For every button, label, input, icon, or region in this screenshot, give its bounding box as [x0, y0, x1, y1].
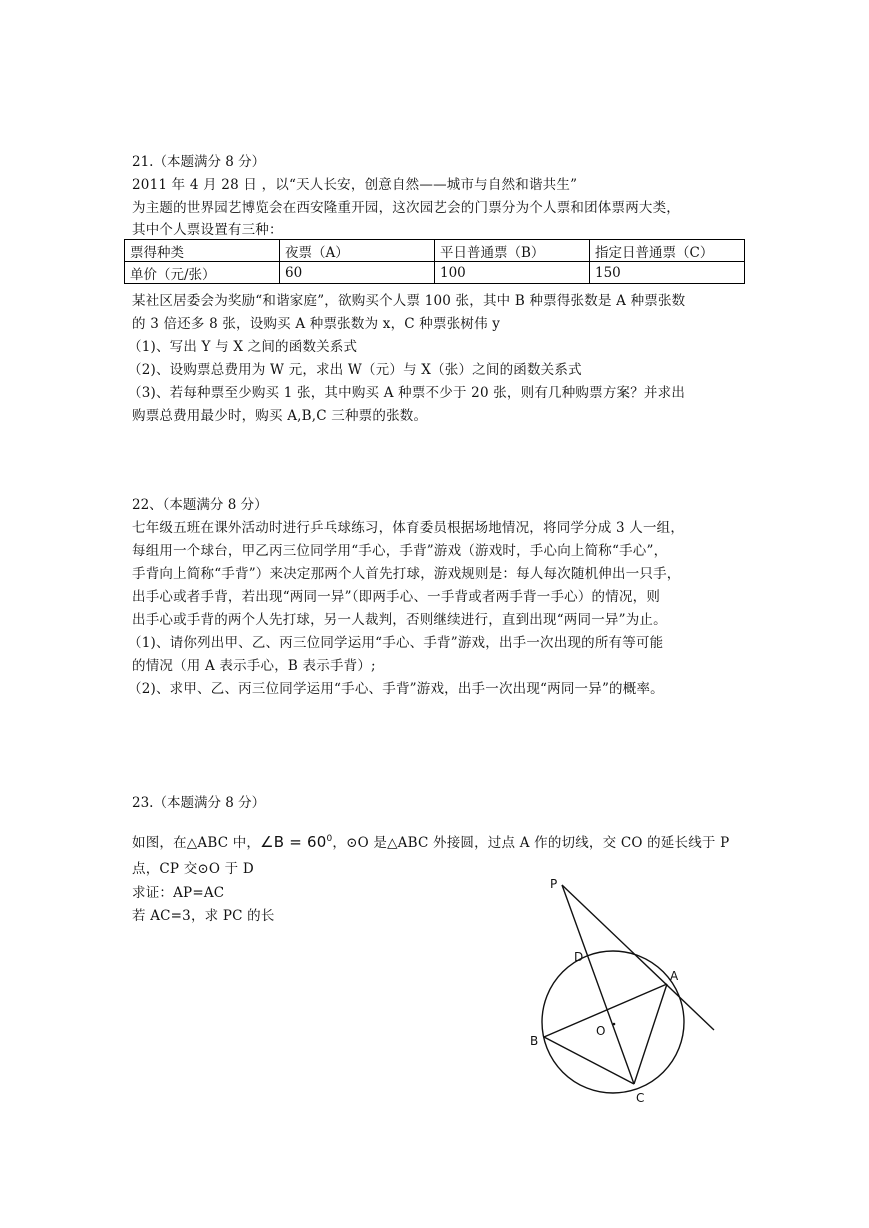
q22-title: 22、（本题满分 8 分） [132, 497, 268, 513]
q21-part-1: （1)、写出 Y 与 X 之间的函数关系式 [128, 339, 358, 355]
label-p: P [550, 877, 558, 891]
circle-tangent-figure [520, 868, 730, 1108]
table-cell: 60 [280, 262, 435, 284]
side-ab [544, 984, 667, 1037]
label-a: A [670, 969, 679, 983]
q22-line-4: 出手心或者手背，若出现“两同一异”（即两手心、一手背或者两手背一手心）的情况，则 [132, 589, 661, 605]
q21-part-3-cont: 购票总费用最少时，购买 A,B,C 三种票的张数。 [132, 408, 428, 424]
q23-line-1-start: 如图，在△ABC 中， [132, 835, 261, 851]
side-ac [634, 984, 667, 1084]
q22-line-2: 每组用一个球台，甲乙丙三位同学用“手心，手背”游戏（游戏时，手心向上简称“手心”， [132, 543, 668, 559]
q21-line-2: 为主题的世界园艺博览会在西安隆重开园，这次园艺会的门票分为个人票和团体票两大类， [132, 200, 680, 216]
circumcircle [542, 951, 684, 1093]
q21-line-3: 其中个人票设置有三种： [132, 222, 283, 238]
table-row [125, 262, 745, 284]
q21-part-3: （3)、若每种票至少购买 1 张，其中购买 A 种票不少于 20 张，则有几种购票方案？并求出 [128, 385, 686, 401]
q23-line-1 [132, 830, 729, 852]
table-cell: 单价（元/张） [125, 262, 280, 284]
center-dot [613, 1023, 616, 1026]
q23-title: 23.（本题满分 8 分） [132, 795, 266, 811]
q21-title: 21.（本题满分 8 分） [132, 154, 266, 170]
q21-line-1: 2011 年 4 月 28 日 ，以“天人长安，创意自然——城市与自然和谐共生” [132, 177, 578, 193]
q22-line-5: 出手心或手背的两个人先打球，另一人裁判，否则继续进行，直到出现“两同一异”为止。 [132, 612, 667, 628]
q23-line-3: 求证：AP=AC [132, 885, 225, 901]
q23-line-4: 若 AC=3，求 PC 的长 [132, 908, 275, 924]
q23-line-1-end: ，⊙O 是△ABC 外接圆，过点 A 作的切线，交 CO 的延长线于 P [332, 835, 730, 851]
line-pc [562, 885, 634, 1084]
q21-part-2: （2)、设购票总费用为 W 元，求出 W（元）与 X（张）之间的函数关系式 [128, 362, 582, 378]
table-cell: 平日普通票（B） [435, 240, 590, 262]
label-c: C [636, 1091, 645, 1105]
q22-part-2: （2)、求甲、乙、丙三位同学运用“手心、手背”游戏，出手一次出现“两同一异”的概率。 [128, 681, 664, 697]
label-d: D [574, 950, 584, 964]
table-cell: 夜票（A） [280, 240, 435, 262]
table-cell: 100 [435, 262, 590, 284]
angle-b-expression: ∠B = $60^0$ [260, 833, 333, 851]
q22-line-3: 手背向上简称“手背”）来决定那两个人首先打球，游戏规则是：每人每次随机伸出一只手， [132, 566, 681, 582]
ticket-price-table [124, 239, 745, 284]
q22-line-1: 七年级五班在课外活动时进行乒乓球练习，体育委员根据场地情况，将同学分成 3 人一组， [132, 520, 685, 536]
side-bc [544, 1037, 634, 1084]
q23-line-2: 点，CP 交⊙O 于 D [132, 861, 254, 877]
table-cell: 指定日普通票（C） [590, 240, 745, 262]
label-b: B [530, 1034, 539, 1048]
q21-after-2: 的 3 倍还多 8 张，设购买 A 种票张数为 x，C 种票张树伟 y [132, 316, 501, 332]
table-cell: 票得种类 [125, 240, 280, 262]
table-header-row [125, 240, 745, 262]
q22-part-1: （1)、请你列出甲、乙、丙三位同学运用“手心、手背”游戏，出手一次出现的所有等可能 [128, 635, 664, 651]
label-o: O [596, 1024, 606, 1038]
q21-after-1: 某社区居委会为奖励“和谐家庭”，欲购买个人票 100 张，其中 B 种票得张数是 A 种票张数 [132, 293, 686, 309]
table-cell: 150 [590, 262, 745, 284]
q22-part-1-cont: 的情况（用 A 表示手心，B 表示手背）; [132, 658, 376, 674]
